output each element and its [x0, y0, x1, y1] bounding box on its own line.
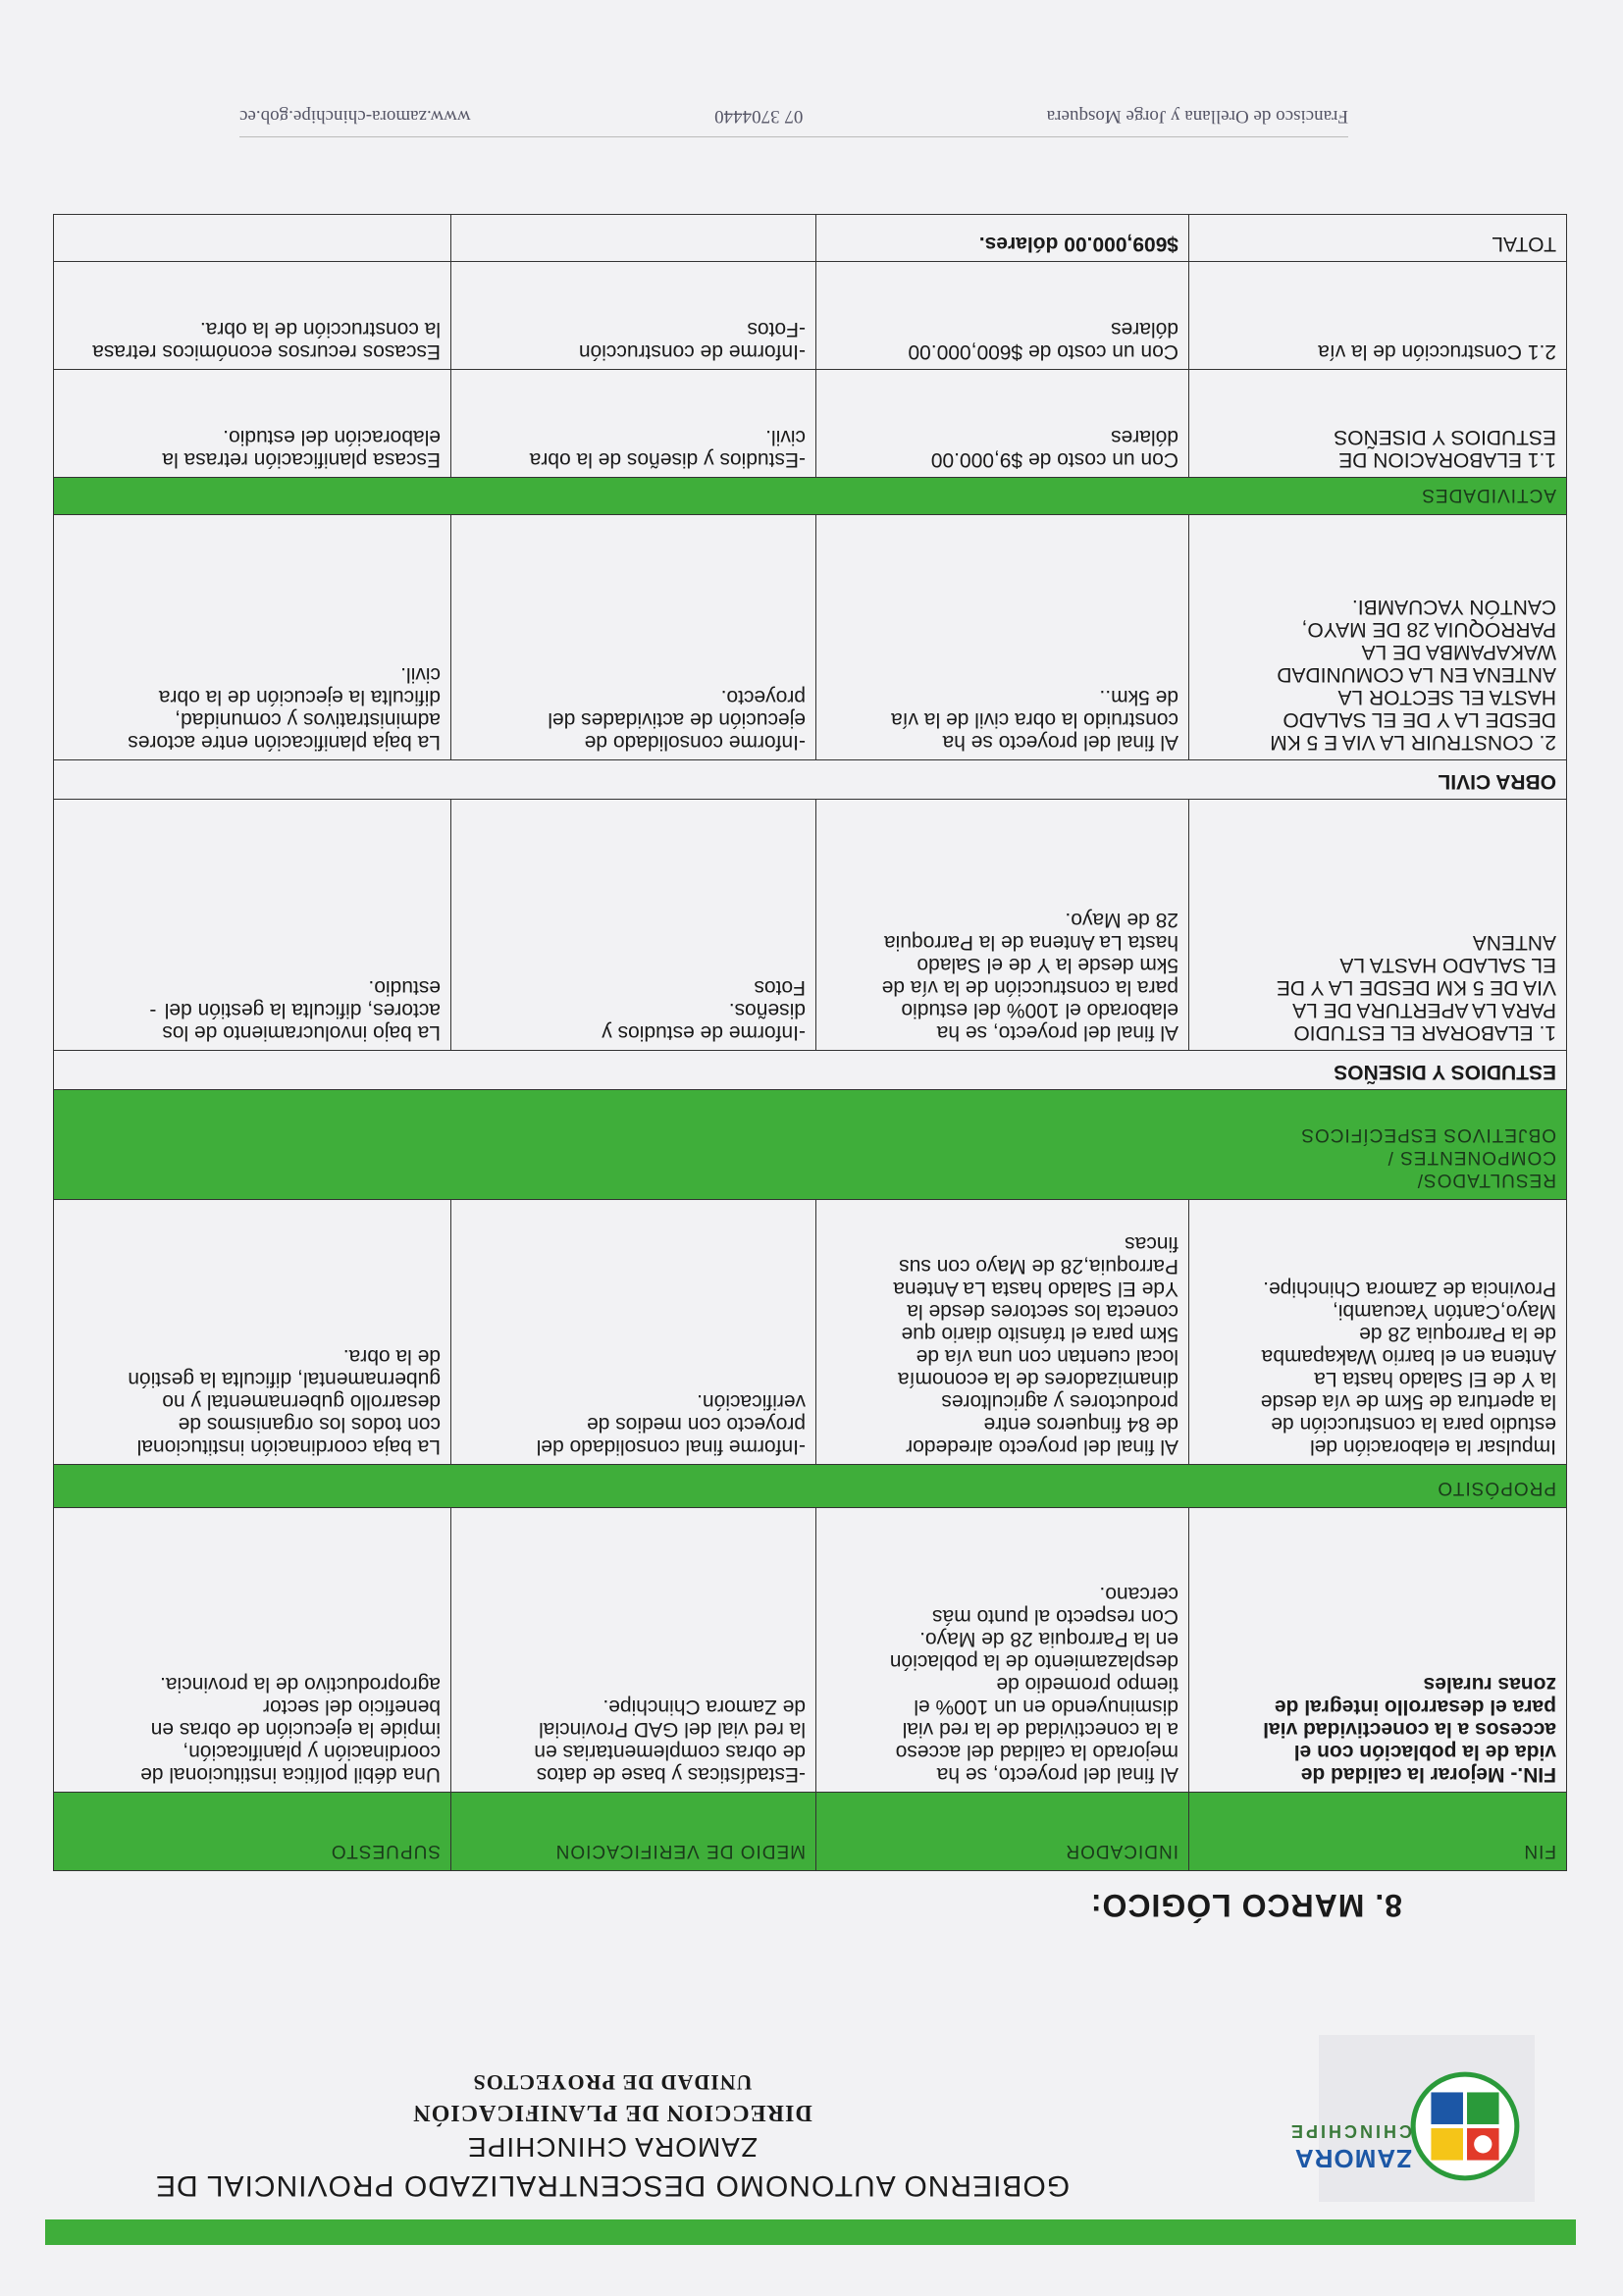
obra-indicator — [816, 515, 1189, 760]
cell-line: verificación. — [697, 1390, 806, 1413]
band-proposito — [54, 1465, 1567, 1508]
proposito-indicator — [816, 1200, 1189, 1465]
estudios-assumption-dash: - — [149, 1000, 157, 1022]
cell-line: zonas rurales — [1423, 1673, 1556, 1696]
table-row-proposito — [54, 1200, 1567, 1465]
cell-line: La baja coordinación institucional — [136, 1435, 441, 1458]
table-row-obra — [54, 515, 1567, 760]
cell-line: en la Parroquia 28 de Mayo. — [919, 1628, 1178, 1650]
cell-line: actores, dificulta la gestión del — [164, 999, 441, 1021]
activity-2-assumption — [54, 262, 451, 370]
cell-line: fincas — [1125, 1232, 1178, 1255]
emblem-icon — [1405, 2066, 1525, 2186]
cell-line: coordinación y planificación, — [183, 1741, 441, 1763]
subsection-obra-label: OBRA CIVIL — [54, 760, 1567, 800]
header-green-bar — [45, 2219, 1576, 2245]
cell-line: -Estadísticas y base de datos — [536, 1763, 806, 1786]
cell-line: la construcción de la obra. — [199, 318, 441, 340]
logo-wordmark — [1288, 2117, 1412, 2172]
cell-line: beneficio del sector — [263, 1696, 441, 1718]
cell-line: RESULTADOS/ — [1416, 1170, 1556, 1190]
cell-line: ESTUDIOS Y DISEÑOS — [1334, 426, 1556, 448]
cell-line: de 5km.. — [1099, 686, 1178, 708]
estudios-assumption-cell — [54, 800, 451, 1051]
cell-line: 2.1 Construcción de la vía — [1318, 340, 1556, 363]
estudios-verification — [451, 800, 816, 1051]
cell-line: de Zamora Chinchipe. — [602, 1696, 806, 1718]
cell-line: OBJETIVOS ESPECÍFICOS — [1300, 1124, 1556, 1145]
total-empty-1 — [451, 215, 816, 262]
logical-framework-table — [53, 214, 1567, 1871]
proposito-assumption — [54, 1200, 451, 1465]
cell-line: Fotos — [754, 976, 806, 999]
institution-titles — [33, 2069, 1191, 2202]
cell-line: gubernamental, dificulta la gestión — [128, 1368, 441, 1390]
table-row-activity-1 — [54, 370, 1567, 478]
col-header-indicador: INDICADOR — [816, 1793, 1189, 1871]
cell-line: dólares — [1111, 318, 1178, 340]
cell-line: con todos los organismos de — [178, 1413, 441, 1435]
cell-line: 5km desde la Y de el Salado — [916, 954, 1178, 976]
cell-line: mejorado la calidad del acceso — [895, 1741, 1178, 1763]
fin-indicator — [816, 1508, 1189, 1793]
cell-line: proyecto con medios de — [587, 1413, 806, 1435]
cell-line: dólares — [1111, 426, 1178, 448]
cell-line: Con un costo de $600,000.00 — [908, 340, 1178, 363]
cell-line: agroproductivo de la provincia. — [159, 1673, 441, 1696]
cell-line: estudio para la construcción de — [1271, 1413, 1556, 1435]
activity-2-name — [1189, 262, 1567, 370]
total-label: TOTAL — [1189, 215, 1567, 262]
cell-line: FIN.- Mejorar la calidad de — [1300, 1763, 1556, 1786]
estudios-objective — [1189, 800, 1567, 1051]
fin-objective — [1189, 1508, 1567, 1793]
cell-line: elaboración del estudio. — [223, 426, 441, 448]
cell-line: La bajo involucramiento de los — [162, 1021, 441, 1044]
cell-line: Antena en el barrio Wakapamba — [1261, 1345, 1556, 1368]
band-proposito-label: PROPÓSITO — [54, 1465, 1567, 1508]
col-header-medio: MEDIO DE VERIFICACION — [451, 1793, 816, 1871]
footer-website: www.zamora-chinchipe.gob.ec — [239, 106, 471, 127]
cell-line: ejecución de actividades del — [548, 708, 806, 731]
cell-line: la apertura de 5km de vía desde — [1260, 1390, 1556, 1413]
cell-line: Al final del proyecto se ha — [942, 731, 1178, 754]
cell-line: para el desarrollo integral de — [1274, 1696, 1556, 1718]
cell-line: Provincia de Zamora Chinchipe. — [1263, 1278, 1556, 1300]
cell-line: accesos a la conectividad vial — [1263, 1718, 1556, 1741]
cell-line: Parroquia,28 de Mayo con sus — [899, 1255, 1178, 1278]
cell-line: de 84 finqueros entre — [983, 1413, 1178, 1435]
activity-1-name — [1189, 370, 1567, 478]
cell-line: de la Parroquia 28 de — [1359, 1323, 1556, 1345]
obra-assumption — [54, 515, 451, 760]
letterhead — [43, 2035, 1535, 2202]
cell-line: -Fotos — [747, 318, 806, 340]
cell-line: La baja planificación entre actores — [128, 731, 441, 754]
cell-line: proyecto. — [720, 686, 806, 708]
proposito-objective — [1189, 1200, 1567, 1465]
cell-line: local cuentan con una vía de — [916, 1345, 1178, 1368]
cell-line: cercano. — [1099, 1583, 1178, 1605]
fin-assumption — [54, 1508, 451, 1793]
cell-line: hasta La Antena de la Parroquia — [883, 931, 1178, 954]
cell-line: diseños. — [728, 999, 806, 1021]
cell-line: productores y agricultores — [941, 1390, 1178, 1413]
cell-line: EL SALADO HASTA LA — [1339, 954, 1556, 976]
cell-line: Mayo,Cantón Yacuambi, — [1332, 1300, 1556, 1323]
cell-line: impide la ejecución de obras en — [150, 1718, 441, 1741]
section-title: 8. MARCO LÓGICO: — [1089, 1888, 1402, 1923]
table-row-total — [54, 215, 1567, 262]
cell-line: COMPONENTES / — [1387, 1147, 1556, 1168]
footer-phone: 07 3704440 — [714, 106, 804, 127]
cell-line: disminuyendo en un 100% el — [914, 1696, 1178, 1718]
cell-line: -Informe de estudios y — [602, 1021, 806, 1044]
cell-line: Yde El Salado hasta La Antena — [893, 1278, 1178, 1300]
cell-line: dificulta la ejecución de la obra — [158, 686, 441, 708]
col-header-fin: FIN — [1189, 1793, 1567, 1871]
cell-line: elaborado el 100% del estudio — [901, 999, 1178, 1021]
table-row-estudios — [54, 800, 1567, 1051]
band-actividades — [54, 478, 1567, 515]
page-footer — [239, 105, 1348, 137]
logo-word-1: ZAMORA — [1293, 2144, 1412, 2173]
cell-line: Al final del proyecto, se ha — [936, 1763, 1178, 1786]
cell-line: de la obra. — [342, 1345, 441, 1368]
cell-line: VIA DE 5 KM DESDE LA Y DE — [1276, 976, 1556, 999]
cell-line: tiempo promedio de — [996, 1673, 1178, 1696]
cell-line: para la construcción de la vía de — [881, 976, 1178, 999]
cell-line: 1. ELABORAR EL ESTUDIO — [1293, 1021, 1556, 1044]
cell-line: -Estudios y diseños de la obra — [529, 448, 806, 471]
cell-line: ANTENA — [1472, 931, 1556, 954]
cell-line: 5km para el tránsito diario que — [901, 1323, 1178, 1345]
proposito-verification — [451, 1200, 816, 1465]
cell-line: Con respecto al punto más — [932, 1605, 1178, 1628]
cell-line: DESDE LA Y DE EL SALADO — [1283, 708, 1556, 731]
total-value: $609,000.00 dólares. — [816, 215, 1189, 262]
department-name: DIRECCION DE PLANIFICACIÓN — [412, 2100, 812, 2125]
col-header-supuesto: SUPUESTO — [54, 1793, 451, 1871]
cell-line: conecta los sectores desde la — [907, 1300, 1178, 1323]
band-actividades-label: ACTIVIDADES — [54, 478, 1567, 515]
cell-line: civil. — [400, 663, 441, 686]
cell-line: de obras complementarias en — [534, 1741, 806, 1763]
cell-line: la red vial del GAD Provincial — [539, 1718, 806, 1741]
obra-objective — [1189, 515, 1567, 760]
cell-line: construido la obra civil de la vía — [891, 708, 1178, 731]
cell-line: Escasa planificación retrasa la — [162, 448, 441, 471]
cell-line: PARROQUIA 28 DE MAYO, — [1301, 618, 1556, 641]
prefecture-logo — [1287, 2035, 1535, 2202]
cell-line: WAKAPAMBA DE LA — [1361, 641, 1556, 663]
cell-line: -Informe final consolidado del — [536, 1435, 806, 1458]
table-row-fin — [54, 1508, 1567, 1793]
activity-2-cost — [816, 262, 1189, 370]
cell-line: 2. CONSTRUIR LA VIA E 5 KM — [1270, 731, 1556, 754]
cell-line: Al final del proyecto alrededor — [906, 1435, 1178, 1458]
footer-address: Francisco de Orellana y Jorge Mosquera — [1046, 106, 1348, 127]
cell-line: HASTA EL SECTOR LA — [1337, 686, 1556, 708]
table-row-activity-2 — [54, 262, 1567, 370]
cell-line: vida de la población con el — [1293, 1741, 1556, 1763]
activity-1-verification — [451, 370, 816, 478]
cell-line: administrativos y comunidad, — [175, 708, 441, 731]
estudios-assumption — [162, 976, 441, 1044]
band-resultados-label — [54, 1090, 1567, 1200]
cell-line: Una débil política institucional de — [140, 1763, 441, 1786]
province-name: ZAMORA CHINCHIPE — [466, 2132, 759, 2163]
cell-line: civil. — [765, 426, 806, 448]
cell-line: 28 de Mayo. — [1065, 909, 1178, 931]
institution-name: GOBIERNO AUTONOMO DESCENTRALIZADO PROVINCIAL DE — [154, 2169, 1071, 2202]
cell-line: a la conectividad de la red vial — [902, 1718, 1178, 1741]
cell-line: Al final del proyecto, se ha — [936, 1021, 1178, 1044]
total-empty-2 — [54, 215, 451, 262]
cell-line: 1.1 ELABORACION DE — [1338, 448, 1556, 471]
cell-line: Escasos recursos económicos retrasa — [92, 340, 441, 363]
activity-1-assumption — [54, 370, 451, 478]
obra-verification — [451, 515, 816, 760]
unit-name: UNIDAD DE PROYECTOS — [472, 2070, 753, 2095]
cell-line: Impulsar la elaboración del — [1310, 1435, 1556, 1458]
cell-line: Con un costo de $9,000.00 — [930, 448, 1178, 471]
activity-2-verification — [451, 262, 816, 370]
cell-line: ANTENA EN LA COMUNIDAD — [1277, 663, 1556, 686]
cell-line: CANTÓN YACUAMBI. — [1351, 596, 1556, 618]
cell-line: desplazamiento de la población — [889, 1650, 1178, 1673]
cell-line: PARA LA APERTURA DE LA — [1292, 999, 1556, 1021]
table-header-row — [54, 1793, 1567, 1871]
subsection-estudios — [54, 1051, 1567, 1090]
subsection-estudios-label: ESTUDIOS Y DISEÑOS — [54, 1051, 1567, 1090]
estudios-indicator — [816, 800, 1189, 1051]
subsection-obra — [54, 760, 1567, 800]
cell-line: la Y de El Salado hasta La — [1314, 1368, 1556, 1390]
logo-word-2: CHINCHIPE — [1287, 2121, 1412, 2141]
activity-1-cost — [816, 370, 1189, 478]
band-resultados — [54, 1090, 1567, 1200]
cell-line: desarrollo gubernamental y no — [162, 1390, 441, 1413]
cell-line: -Informe de construcción — [578, 340, 806, 363]
cell-line: -Informe consolidado de — [584, 731, 806, 754]
cell-line: estudio. — [368, 976, 441, 999]
cell-line: dinamizadores de la economía — [897, 1368, 1178, 1390]
fin-verification — [451, 1508, 816, 1793]
